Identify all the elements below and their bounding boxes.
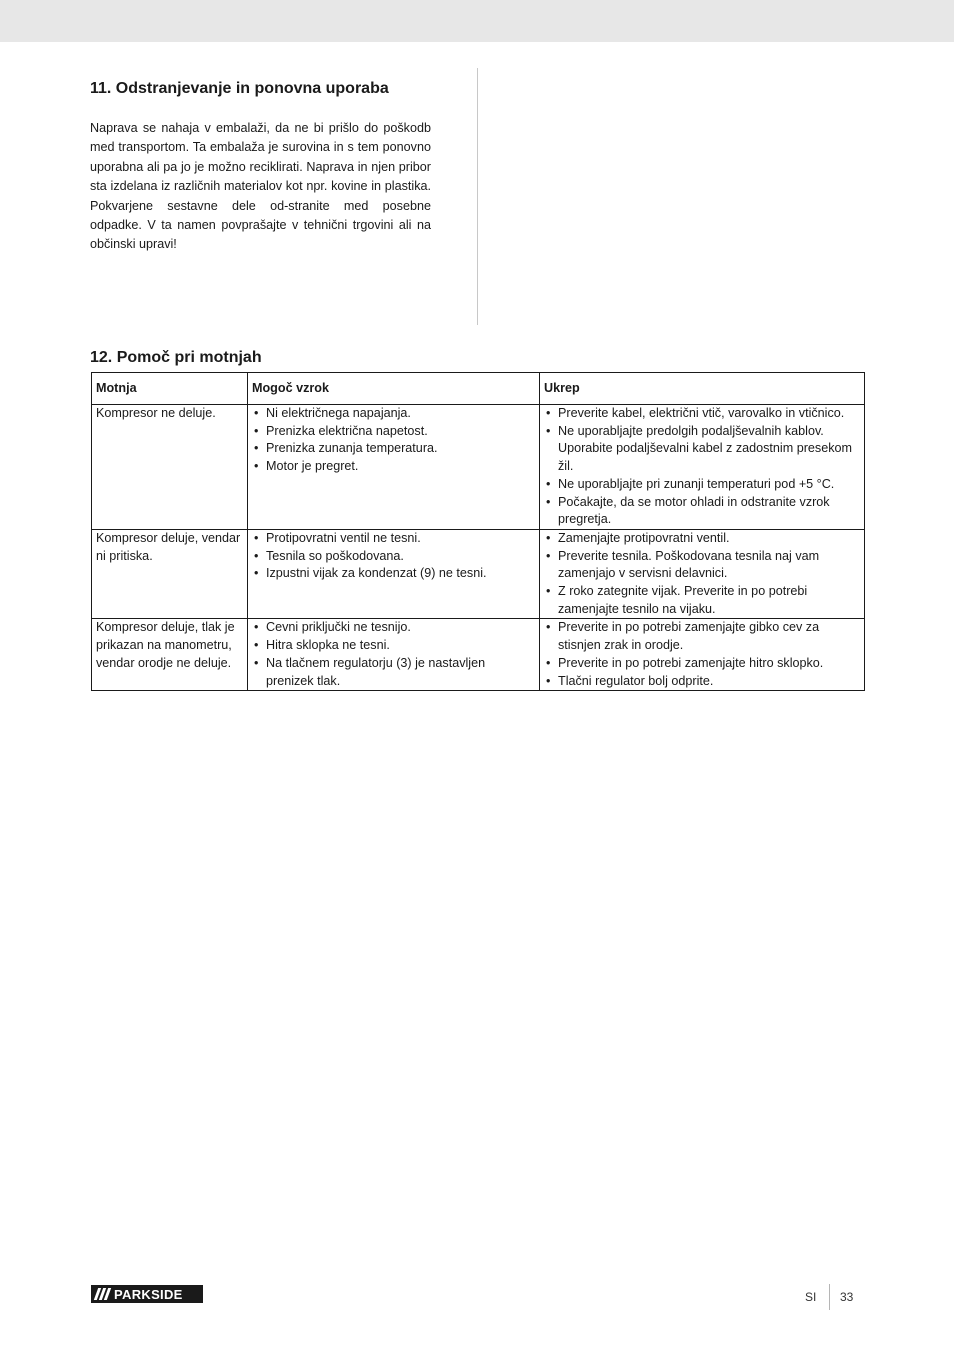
table-row xyxy=(92,619,865,691)
page-number: 33 xyxy=(840,1290,854,1304)
header-band xyxy=(0,0,954,42)
list-item: • Tlačni regulator bolj odprite. xyxy=(544,673,860,691)
section-11-text: Naprava se nahaja v embalaži, da ne bi prišlo do poškodb med transportom. Ta embalaža je surovina in s tem ponovno uporabna ali pa jo je možno reciklirati. Naprava in njen pribor sta izdelana iz različnih materialov kot npr. kovine in plastika. Pokvarjene sestavne dele od-stranite med posebne odpadke. V ta namen povprašajte v tehnični trgovini ali na občinski upravi! xyxy=(90,121,431,252)
list-item: • Zamenjajte protipovratni ventil. xyxy=(544,530,860,548)
list-item: • Ni električnega napajanja. xyxy=(252,405,535,423)
section-11-title: 11. Odstranjevanje in ponovna uporaba xyxy=(90,80,389,97)
list-item: • Motor je pregret. xyxy=(252,458,535,476)
table-header-row xyxy=(92,373,865,405)
parkside-logo xyxy=(91,1285,203,1303)
cause-cell xyxy=(248,529,540,619)
remedy-list xyxy=(544,530,860,619)
table-body xyxy=(92,405,865,691)
list-item: • Na tlačnem regulatorju (3) je nastavljen prenizek tlak. xyxy=(252,655,535,690)
language-code: SI xyxy=(805,1290,817,1304)
list-item: • Izpustni vijak za kondenzat (9) ne tesni. xyxy=(252,565,535,583)
cause-list xyxy=(252,619,535,690)
header-cause: Mogoč vzrok xyxy=(248,373,540,405)
list-item: • Ne uporabljajte predolgih podaljševalnih kablov. Uporabite podaljševalni kabel z zadostnim presekom žil. xyxy=(544,423,860,476)
list-item: • Z roko zategnite vijak. Preverite in po potrebi zamenjajte tesnilo na vijaku. xyxy=(544,583,860,618)
list-item: • Cevni priključki ne tesnijo. xyxy=(252,619,535,637)
cause-cell xyxy=(248,405,540,530)
troubleshooting-table xyxy=(91,372,865,691)
remedy-list xyxy=(544,405,860,529)
list-item: • Počakajte, da se motor ohladi in odstranite vzrok pregretja. xyxy=(544,494,860,529)
list-item: • Preverite in po potrebi zamenjajte gibko cev za stisnjen zrak in orodje. xyxy=(544,619,860,654)
remedy-cell xyxy=(540,529,865,619)
header-fault: Motnja xyxy=(92,373,248,405)
list-item: • Preverite in po potrebi zamenjajte hitro sklopko. xyxy=(544,655,860,673)
list-item: • Preverite tesnila. Poškodovana tesnila naj vam zamenjajo v servisni delavnici. xyxy=(544,548,860,583)
remedy-cell xyxy=(540,405,865,530)
list-item: • Prenizka zunanja temperatura. xyxy=(252,440,535,458)
footer-separator xyxy=(829,1284,830,1310)
remedy-list xyxy=(544,619,860,690)
list-item: • Hitra sklopka ne tesni. xyxy=(252,637,535,655)
cause-cell xyxy=(248,619,540,691)
list-item: • Prenizka električna napetost. xyxy=(252,423,535,441)
fault-cell: Kompresor ne deluje. xyxy=(92,405,248,530)
logo-stripes-icon xyxy=(96,1288,111,1300)
fault-cell: Kompresor deluje, tlak je prikazan na manometru, vendar orodje ne deluje. xyxy=(92,619,248,691)
logo-text: PARKSIDE xyxy=(114,1286,183,1302)
list-item: • Preverite kabel, električni vtič, varovalko in vtičnico. xyxy=(544,405,860,423)
table-row xyxy=(92,405,865,530)
cause-list xyxy=(252,530,535,583)
list-item: • Ne uporabljajte pri zunanji temperaturi pod +5 °C. xyxy=(544,476,860,494)
fault-cell: Kompresor deluje, vendar ni pritiska. xyxy=(92,529,248,619)
header-remedy: Ukrep xyxy=(540,373,865,405)
remedy-cell xyxy=(540,619,865,691)
table-row xyxy=(92,529,865,619)
list-item: • Tesnila so poškodovana. xyxy=(252,548,535,566)
column-divider xyxy=(477,68,478,325)
list-item: • Protipovratni ventil ne tesni. xyxy=(252,530,535,548)
section-12-title: 12. Pomoč pri motnjah xyxy=(90,349,262,366)
cause-list xyxy=(252,405,535,476)
